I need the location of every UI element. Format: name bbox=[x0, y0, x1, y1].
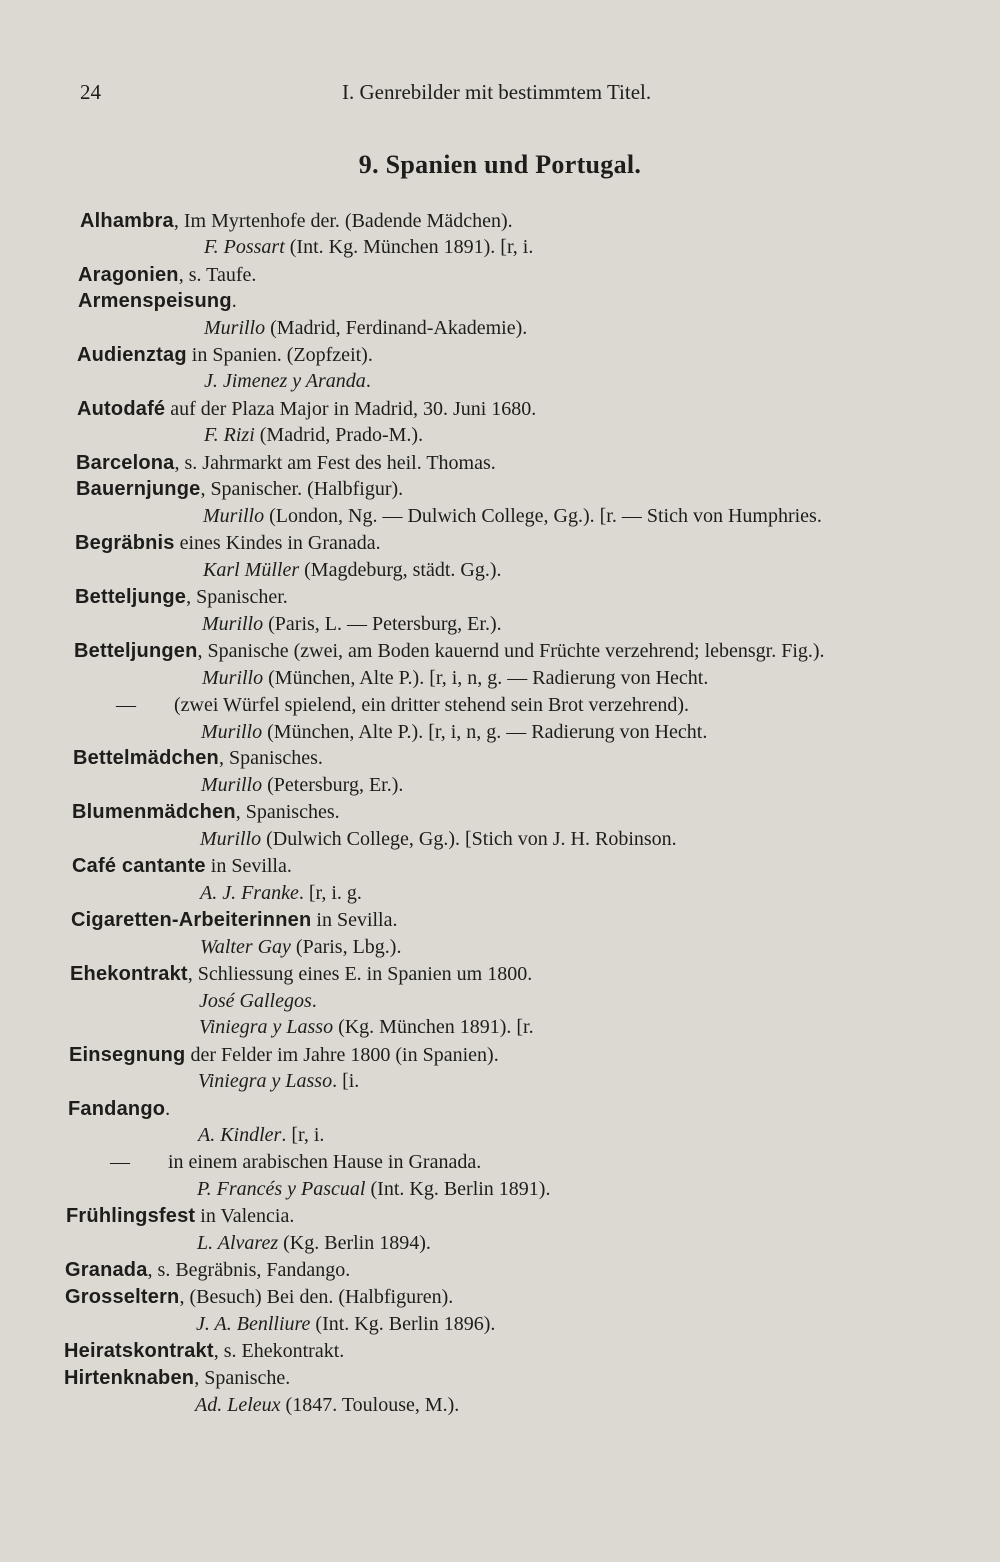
entry-detail-line bbox=[197, 1176, 550, 1202]
entry-detail-line bbox=[195, 1392, 459, 1418]
entry-keyword: Frühlingsfest bbox=[66, 1205, 196, 1227]
entry-text: (München, Alte P.). [r, i, n, g. — Radierung von Hecht. bbox=[262, 721, 708, 743]
page-number: 24 bbox=[80, 80, 101, 104]
entry-text: . bbox=[165, 1098, 171, 1120]
entry-text: . [r, i. bbox=[281, 1124, 325, 1146]
artist-name: Murillo bbox=[203, 505, 265, 527]
entry-text: , Schliessung eines E. in Spanien um 1800. bbox=[187, 963, 533, 985]
entry-keyword: Blumenmädchen bbox=[72, 801, 236, 823]
artist-name: F. Rizi bbox=[204, 424, 255, 446]
entry-heading-line bbox=[78, 262, 256, 288]
entry-heading-line bbox=[64, 1338, 344, 1364]
entry-text: , Im Myrtenhofe der. (Badende Mädchen). bbox=[173, 210, 513, 232]
entry-text: . bbox=[365, 370, 371, 392]
entry-keyword: Armenspeisung bbox=[78, 290, 232, 312]
artist-name: Walter Gay bbox=[200, 936, 291, 958]
ditto-dash: — bbox=[110, 1151, 130, 1173]
entry-text: . [i. bbox=[332, 1070, 360, 1092]
entry-text: (Petersburg, Er.). bbox=[262, 774, 404, 796]
artist-name: J. A. Benlliure bbox=[196, 1313, 311, 1335]
ditto-dash: — bbox=[116, 694, 136, 716]
artist-name: Murillo bbox=[204, 317, 266, 339]
entry-detail-line bbox=[202, 665, 708, 691]
entry-text: . bbox=[231, 290, 237, 312]
entry-text: , s. Jahrmarkt am Fest des heil. Thomas. bbox=[174, 452, 496, 474]
entry-text: , Spanisches. bbox=[218, 747, 323, 769]
entry-detail-line bbox=[203, 503, 822, 529]
entry-text: auf der Plaza Major in Madrid, 30. Juni 1680. bbox=[165, 398, 537, 420]
entry-detail-line bbox=[116, 692, 689, 718]
entry-detail-line bbox=[197, 1230, 431, 1256]
entry-detail-line bbox=[203, 557, 502, 583]
entry-text: , Spanische (zwei, am Boden kauernd und Früchte verzehrend; lebensgr. Fig.). bbox=[197, 640, 825, 662]
artist-name: José Gallegos bbox=[199, 990, 312, 1012]
entry-text: , Spanisches. bbox=[235, 801, 340, 823]
entry-keyword: Audienztag bbox=[77, 344, 187, 366]
entry-keyword: Alhambra bbox=[80, 210, 174, 232]
entry-text: , (Besuch) Bei den. (Halbfiguren). bbox=[179, 1286, 454, 1308]
artist-name: A. Kindler bbox=[198, 1124, 282, 1146]
entry-text: , Spanische. bbox=[194, 1367, 291, 1389]
entry-text: , s. Ehekontrakt. bbox=[213, 1340, 345, 1362]
entry-heading-line bbox=[68, 1096, 170, 1122]
entry-keyword: Betteljunge bbox=[75, 586, 187, 608]
entry-text: (Int. Kg. München 1891). [r, i. bbox=[284, 236, 534, 258]
artist-name: Karl Müller bbox=[203, 559, 300, 581]
entry-heading-line bbox=[78, 288, 237, 314]
entry-detail-line bbox=[202, 611, 502, 637]
entry-text: (Kg. München 1891). [r. bbox=[333, 1016, 534, 1038]
artist-name: Ad. Leleux bbox=[195, 1394, 281, 1416]
entry-text: (Madrid, Prado-M.). bbox=[254, 424, 424, 446]
entry-text: (Magdeburg, städt. Gg.). bbox=[299, 559, 502, 581]
entry-text: (London, Ng. — Dulwich College, Gg.). [r. — Stich von Humphries. bbox=[264, 505, 822, 527]
entry-heading-line bbox=[66, 1203, 294, 1229]
entry-text: (Paris, Lbg.). bbox=[290, 936, 402, 958]
entry-keyword: Ehekontrakt bbox=[70, 963, 188, 985]
entry-text: (München, Alte P.). [r, i, n, g. — Radierung von Hecht. bbox=[263, 667, 709, 689]
entry-text: . [r, i. g. bbox=[298, 882, 362, 904]
entry-detail-line bbox=[200, 934, 401, 960]
entry-keyword: Granada bbox=[65, 1259, 148, 1281]
artist-name: P. Francés y Pascual bbox=[197, 1178, 366, 1200]
entry-keyword: Begräbnis bbox=[75, 532, 175, 554]
entry-heading-line bbox=[75, 530, 381, 556]
entry-heading-line bbox=[65, 1284, 453, 1310]
artist-name: Murillo bbox=[202, 667, 264, 689]
entry-text: (Paris, L. — Petersburg, Er.). bbox=[263, 613, 502, 635]
entry-detail-line bbox=[204, 368, 371, 394]
entry-text: der Felder im Jahre 1800 (in Spanien). bbox=[185, 1044, 499, 1066]
entry-text: eines Kindes in Granada. bbox=[174, 532, 381, 554]
entry-detail-line bbox=[198, 1122, 324, 1148]
entry-heading-line bbox=[72, 799, 340, 825]
entry-detail-line bbox=[196, 1311, 495, 1337]
artist-name: J. Jimenez y Aranda bbox=[204, 370, 366, 392]
entry-keyword: Heiratskontrakt bbox=[64, 1340, 214, 1362]
entry-heading-line bbox=[72, 853, 292, 879]
entry-heading-line bbox=[69, 1042, 499, 1068]
entry-keyword: Bettelmädchen bbox=[73, 747, 219, 769]
entry-detail-line bbox=[201, 719, 707, 745]
entry-detail-line bbox=[199, 988, 317, 1014]
entry-keyword: Grosseltern bbox=[65, 1286, 180, 1308]
entry-detail-line bbox=[204, 234, 533, 260]
entry-heading-line bbox=[77, 396, 536, 422]
entry-text: in einem arabischen Hause in Granada. bbox=[168, 1151, 482, 1173]
entry-heading-line bbox=[73, 745, 323, 771]
entry-text: in Sevilla. bbox=[205, 855, 292, 877]
artist-name: Viniegra y Lasso bbox=[198, 1070, 333, 1092]
entry-detail-line bbox=[204, 422, 423, 448]
artist-name: Viniegra y Lasso bbox=[199, 1016, 334, 1038]
entry-text: (zwei Würfel spielend, ein dritter stehend sein Brot verzehrend). bbox=[174, 694, 689, 716]
entry-text: (Int. Kg. Berlin 1896). bbox=[310, 1313, 496, 1335]
entry-text: . bbox=[311, 990, 317, 1012]
artist-name: Murillo bbox=[200, 828, 262, 850]
entry-text: , s. Begräbnis, Fandango. bbox=[147, 1259, 351, 1281]
entry-detail-line bbox=[199, 1014, 534, 1040]
entry-keyword: Barcelona bbox=[76, 452, 175, 474]
entry-text: , Spanischer. (Halbfigur). bbox=[200, 478, 404, 500]
entry-heading-line bbox=[64, 1365, 290, 1391]
entry-text: in Sevilla. bbox=[311, 909, 398, 931]
entry-heading-line bbox=[75, 584, 288, 610]
section-title: 9. Spanien und Portugal. bbox=[358, 150, 642, 179]
entry-text: (1847. Toulouse, M.). bbox=[280, 1394, 460, 1416]
entry-detail-line bbox=[204, 315, 527, 341]
entry-heading-line bbox=[76, 450, 496, 476]
entry-text: (Dulwich College, Gg.). [Stich von J. H. Robinson. bbox=[261, 828, 677, 850]
entry-heading-line bbox=[76, 476, 403, 502]
artist-name: L. Alvarez bbox=[197, 1232, 279, 1254]
entry-keyword: Autodafé bbox=[77, 398, 166, 420]
entry-text: (Int. Kg. Berlin 1891). bbox=[365, 1178, 551, 1200]
artist-name: Murillo bbox=[201, 774, 263, 796]
artist-name: Murillo bbox=[201, 721, 263, 743]
entry-text: (Madrid, Ferdinand-Akademie). bbox=[265, 317, 528, 339]
entry-text: in Spanien. (Zopfzeit). bbox=[186, 344, 373, 366]
entry-heading-line bbox=[70, 961, 532, 987]
artist-name: F. Possart bbox=[204, 236, 285, 258]
entry-heading-line bbox=[71, 907, 398, 933]
page-header bbox=[80, 80, 700, 108]
entry-keyword: Aragonien bbox=[78, 264, 179, 286]
entry-heading-line bbox=[65, 1257, 350, 1283]
entry-keyword: Hirtenknaben bbox=[64, 1367, 195, 1389]
entry-keyword: Einsegnung bbox=[69, 1044, 186, 1066]
running-title: I. Genrebilder mit bestimmtem Titel. bbox=[342, 80, 652, 104]
artist-name: A. J. Franke bbox=[200, 882, 299, 904]
artist-name: Murillo bbox=[202, 613, 264, 635]
entry-text: , Spanischer. bbox=[186, 586, 288, 608]
entry-keyword: Betteljungen bbox=[74, 640, 198, 662]
entry-detail-line bbox=[201, 772, 403, 798]
entry-detail-line bbox=[198, 1068, 359, 1094]
entry-keyword: Fandango bbox=[68, 1098, 166, 1120]
entry-keyword: Cigaretten-Arbeiterinnen bbox=[71, 909, 312, 931]
entry-heading-line bbox=[77, 342, 373, 368]
entry-detail-line bbox=[110, 1149, 481, 1175]
entry-text: (Kg. Berlin 1894). bbox=[278, 1232, 431, 1254]
entry-heading-line bbox=[74, 638, 825, 664]
entry-heading-line bbox=[80, 208, 513, 234]
entry-detail-line bbox=[200, 880, 362, 906]
entry-text: , s. Taufe. bbox=[178, 264, 257, 286]
entry-keyword: Café cantante bbox=[72, 855, 206, 877]
entry-detail-line bbox=[200, 826, 677, 852]
entry-keyword: Bauernjunge bbox=[76, 478, 201, 500]
entry-text: in Valencia. bbox=[195, 1205, 295, 1227]
